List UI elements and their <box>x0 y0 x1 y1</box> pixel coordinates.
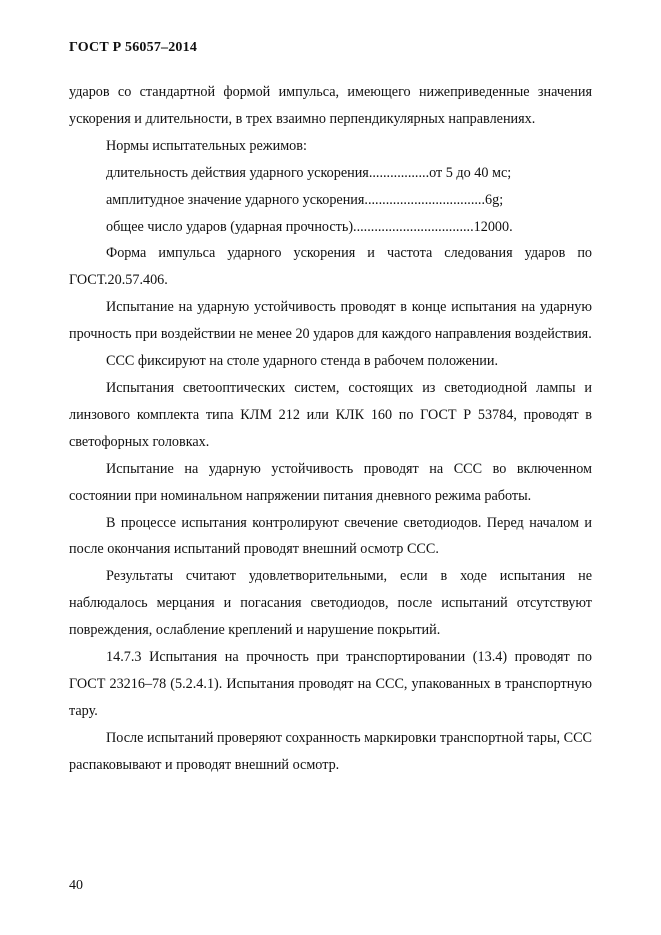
paragraph-after-test: После испытаний проверяют сохранность маркировки транспортной тары, ССС распаковывают и проводят внешний осмотр. <box>69 729 592 773</box>
document-body <box>69 79 592 779</box>
paragraph-continuation: ударов со стандартной формой импульса, имеющего нижеприведенные значения ускорения и длительности, в трех взаимно перпендикулярных направлениях. <box>69 84 592 127</box>
paragraph-transport-test: 14.7.3 Испытания на прочность при транспортировании (13.4) проводят по ГОСТ 23216–78 (5.2.4.1). Испытания проводят на ССС, упакованных в транспортную тару. <box>69 649 592 719</box>
paragraph-norms-heading: Нормы испытательных режимов: <box>106 137 307 154</box>
norm-amplitude: амплитудное значение ударного ускорения..................................6g; <box>106 191 504 208</box>
paragraph-results: Результаты считают удовлетворительными, если в ходе испытания не наблюдалось мерцания и погасания светодиодов, после испытаний отсутствуют повреждения, ослабление креплений и нарушение покрытий. <box>69 568 592 639</box>
paragraph-powered-test: Испытание на ударную устойчивость проводят на ССС во включенном состоянии при номинальном напряжении питания дневного режима работы. <box>69 460 592 504</box>
norm-duration: длительность действия ударного ускорения.................от 5 до 40 мс; <box>106 164 512 181</box>
page-number: 40 <box>69 878 83 893</box>
document-header: ГОСТ Р 56057–2014 <box>69 40 198 55</box>
paragraph-pulse-shape: Форма импульса ударного ускорения и частота следования ударов по ГОСТ.20.57.406. <box>69 245 592 289</box>
paragraph-led-control: В процессе испытания контролируют свечение светодиодов. Перед началом и после окончания испытаний проводят внешний осмотр ССС. <box>69 514 592 558</box>
norm-shock-count: общее число ударов (ударная прочность)..................................12000. <box>106 218 513 235</box>
paragraph-optical-systems: Испытания светооптических систем, состоящих из светодиодной лампы и линзового комплекта типа КЛМ 212 или КЛК 160 по ГОСТ Р 53784, проводят в светофорных головках. <box>69 379 592 450</box>
paragraph-mounting: ССС фиксируют на столе ударного стенда в рабочем положении. <box>106 353 499 370</box>
paragraph-shock-stability-test: Испытание на ударную устойчивость проводят в конце испытания на ударную прочность при воздействии не менее 20 ударов для каждого направления воздействия. <box>69 299 592 343</box>
